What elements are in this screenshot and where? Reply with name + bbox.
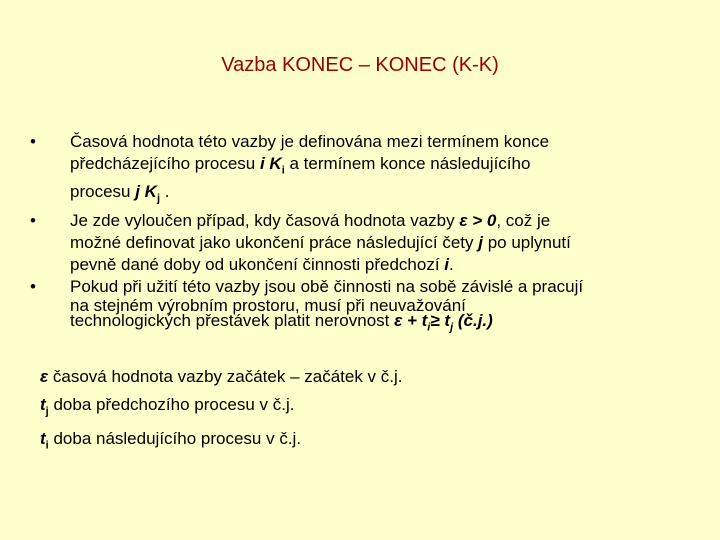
legend-symbol: ε: [40, 367, 49, 386]
bullet-text: .: [449, 254, 454, 274]
process-j-label: j K: [135, 182, 157, 202]
bullet-text: .: [160, 182, 170, 202]
bullet-item: [30, 131, 700, 210]
subscript: i: [45, 439, 49, 452]
subscript: j: [156, 192, 160, 205]
subscript: j: [45, 405, 49, 418]
legend-row: [40, 363, 403, 391]
activity-i-label: i: [444, 254, 449, 274]
formula-part: ε + t: [394, 310, 428, 330]
crew-j-label: j: [478, 232, 483, 252]
legend-symbol: t: [40, 395, 46, 414]
bullet-text: Je zde vyloučen případ, kdy časová hodnota vazby: [70, 210, 460, 230]
bullet-text: procesu: [70, 182, 136, 202]
legend-row: [40, 425, 403, 459]
bullet-text: možné definovat jako ukončení práce následující čety: [70, 232, 479, 252]
inequality-formula: [394, 310, 493, 334]
slide-title: Vazba KONEC – KONEC (K-K): [221, 54, 499, 76]
bullet-text: pevně dané doby od ukončení činnosti předchozí: [70, 254, 445, 274]
formula: ε > 0: [459, 210, 497, 230]
bullet-item: [30, 210, 700, 276]
symbol-legend: [40, 363, 403, 460]
formula-part: ≥ t: [430, 310, 451, 330]
bullet-text: , což je: [496, 210, 551, 230]
bullet-text: Pokud při užití této vazby jsou obě činnosti na sobě závislé a pracují: [70, 276, 584, 296]
bullet-text: na stejném výrobním prostoru, musí při neuvažování: [70, 295, 466, 315]
subscript: j: [450, 321, 454, 334]
legend-text: doba následujícího procesu v č.j.: [48, 429, 302, 449]
bullet-marker: •: [30, 210, 36, 230]
bullet-marker: •: [30, 132, 36, 151]
legend-text: doba předchozího procesu v č.j.: [48, 395, 295, 414]
legend-text: časová hodnota vazby začátek – začátek v č.j.: [48, 367, 403, 386]
legend-row: [40, 391, 403, 425]
bullet-marker: •: [30, 276, 36, 296]
bullet-text: po uplynutí: [482, 232, 571, 252]
bullet-list: [30, 131, 700, 335]
process-i-label: i K: [259, 154, 282, 173]
subscript: i: [281, 164, 285, 177]
bullet-text: a termínem konce následujícího: [284, 154, 531, 173]
bullet-text: technologických přestávek platit nerovnost: [70, 310, 395, 330]
bullet-text: Časová hodnota této vazby je definována mezi termínem konce: [70, 132, 550, 151]
bullet-item: [30, 276, 700, 335]
subscript: i: [427, 321, 431, 334]
formula-part: (č.j.): [453, 310, 493, 330]
bullet-text: předcházejícího procesu: [70, 154, 260, 173]
legend-symbol: t: [40, 429, 46, 449]
bullet-line-group: [70, 295, 700, 335]
